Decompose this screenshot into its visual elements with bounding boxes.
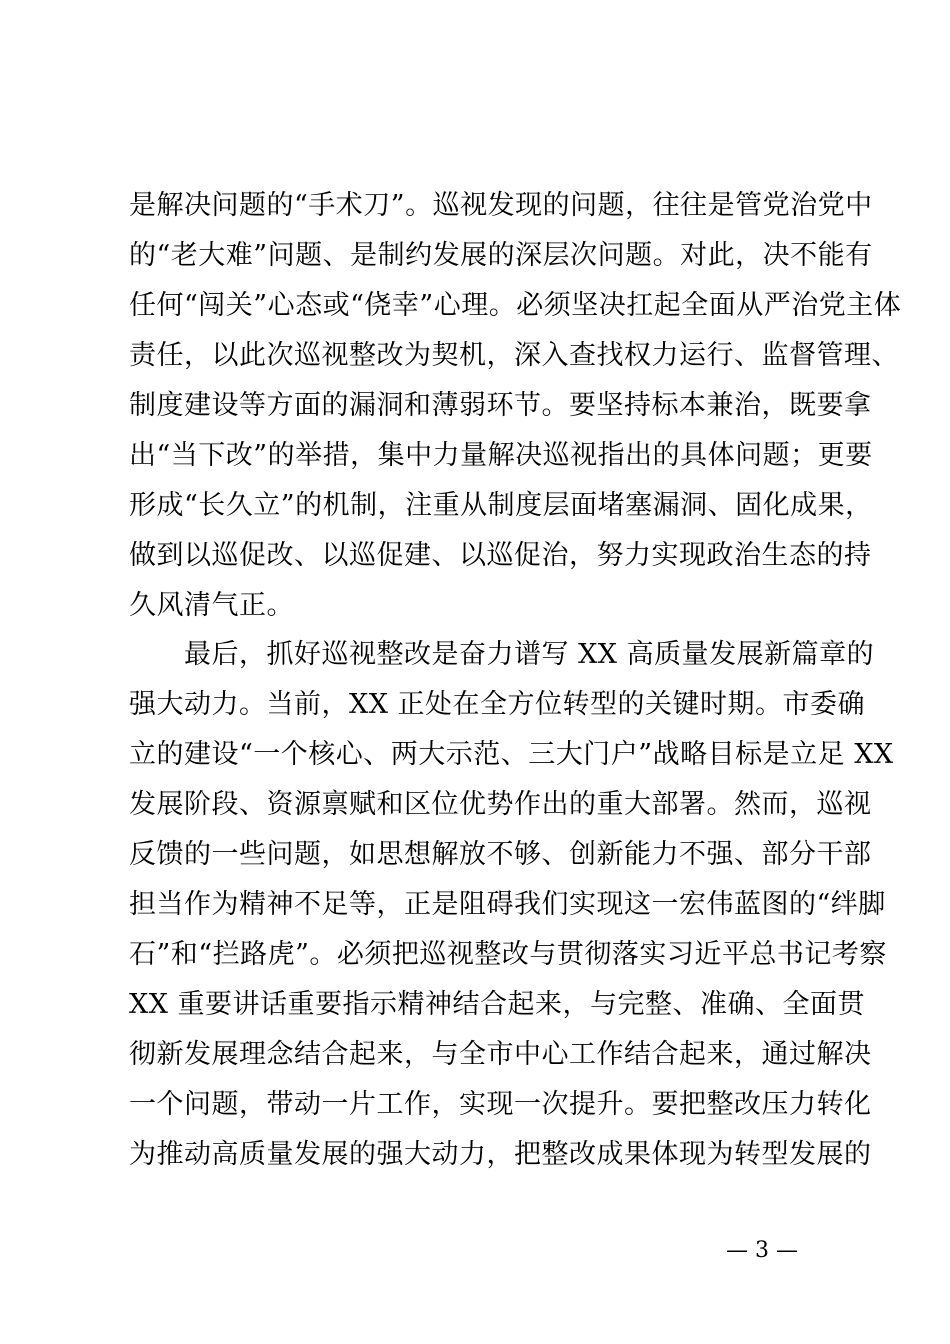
text-line: 为推动高质量发展的强大动力，把整改成果体现为转型发展的 <box>129 1139 872 1170</box>
text-line: 形成“长久立”的机制，注重从制度层面堵塞漏洞、固化成果， <box>129 490 873 521</box>
text-line: XX 重要讲话重要指示精神结合起来，与完整、准确、全面贯 <box>129 989 866 1020</box>
text-line: 石”和“拦路虎”。必须把巡视整改与贯彻落实习近平总书记考察 <box>129 939 887 970</box>
text-line: 反馈的一些问题，如思想解放不够、创新能力不强、部分干部 <box>129 839 872 870</box>
page-number: — 3 — <box>726 1238 798 1263</box>
paragraph-1 <box>129 181 902 631</box>
text-line: 的“老大难”问题、是制约发展的深层次问题。对此，决不能有 <box>129 240 873 271</box>
text-line: 任何“闯关”心态或“侥幸”心理。必须坚决扛起全面从严治党主体 <box>129 290 902 321</box>
text-line: 久风清气正。 <box>129 590 294 621</box>
text-line: 出“当下改”的举措，集中力量解决巡视指出的具体问题；更要 <box>129 440 873 471</box>
text-line: 最后，抓好巡视整改是奋力谱写 XX 高质量发展新篇章的 <box>129 639 875 670</box>
text-line: 责任，以此次巡视整改为契机，深入查找权力运行、监督管理、 <box>129 340 899 371</box>
text-line: 担当作为精神不足等，正是阻碍我们实现这一宏伟蓝图的“绊脚 <box>129 889 886 920</box>
text-line: 做到以巡促改、以巡促建、以巡促治，努力实现政治生态的持 <box>129 540 872 571</box>
paragraph-2 <box>129 630 894 1180</box>
text-line: 一个问题，带动一片工作，实现一次提升。要把整改压力转化 <box>129 1089 872 1120</box>
text-line: 制度建设等方面的漏洞和薄弱环节。要坚持标本兼治，既要拿 <box>129 390 872 421</box>
text-line: 是解决问题的“手术刀”。巡视发现的问题，往往是管党治党中 <box>129 190 873 221</box>
text-line: 立的建设“一个核心、两大示范、三大门户”战略目标是立足 XX <box>129 739 894 770</box>
text-line: 彻新发展理念结合起来，与全市中心工作结合起来，通过解决 <box>129 1039 872 1070</box>
text-line: 强大动力。当前，XX 正处在全方位转型的关键时期。市委确 <box>129 689 866 720</box>
text-line: 发展阶段、资源禀赋和区位优势作出的重大部署。然而，巡视 <box>129 789 872 820</box>
